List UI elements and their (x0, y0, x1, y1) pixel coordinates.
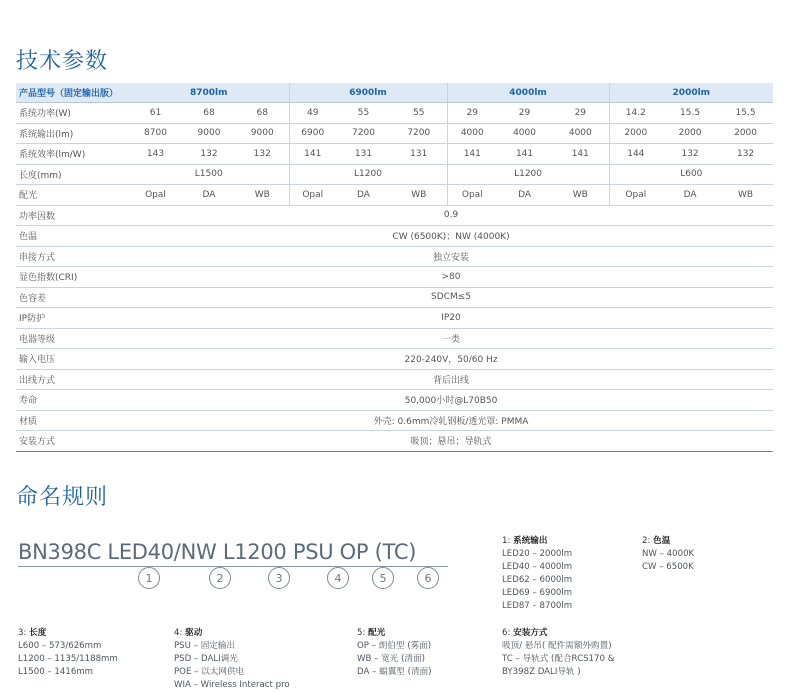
segment-number-1: 1 (138, 567, 160, 589)
table-header-row (16, 83, 773, 103)
table-cell: 132 (236, 144, 289, 165)
table-row (16, 308, 773, 329)
legend-item: POE – 以太网供电 (174, 667, 245, 677)
spec-table (16, 83, 773, 452)
table-cell: WB (236, 185, 289, 206)
table-cell: DA (182, 185, 236, 206)
legend-item: LED69 – 6900lm (502, 588, 573, 598)
spec-title: 技术参数 (16, 49, 109, 74)
table-cell: 2000 (662, 123, 718, 144)
table-cell: 68 (182, 103, 236, 124)
row-label: 系统输出(lm) (16, 123, 129, 144)
table-cell: DA (497, 185, 552, 206)
table-cell: Opal (447, 185, 497, 206)
legend-item: BY398Z DALI导轨 ) (502, 667, 581, 677)
row-label: 长度(mm) (16, 164, 129, 185)
segment-number-4: 4 (327, 567, 349, 589)
table-cell: 132 (182, 144, 236, 165)
table-cell: 143 (129, 144, 182, 165)
table-row (16, 287, 773, 308)
table-row (16, 267, 773, 288)
legend-item: LED40 – 4000lm (502, 562, 573, 572)
row-value: IP20 (129, 308, 773, 329)
table-row (16, 349, 773, 370)
legend-item: L600 – 573/626mm (18, 641, 102, 651)
legend-item: PSU – 固定输出 (174, 641, 236, 651)
table-cell: 55 (336, 103, 391, 124)
table-cell: 29 (447, 103, 497, 124)
legend-item: NW – 4000K (642, 549, 695, 559)
header-group: 4000lm (447, 83, 609, 103)
table-cell: 2000 (718, 123, 773, 144)
table-cell: 141 (552, 144, 609, 165)
table-cell: 131 (336, 144, 391, 165)
row-value: SDCM≤5 (129, 287, 773, 308)
table-row (16, 328, 773, 349)
segment-number-2: 2 (209, 567, 231, 589)
table-row (16, 205, 773, 226)
row-label: 输入电压 (16, 349, 129, 370)
row-value: 独立安装 (129, 246, 773, 267)
row-label: 显色指数(CRI) (16, 267, 129, 288)
legend-item: 吸顶/ 悬吊( 配件需额外购置) (502, 641, 612, 651)
legend-item: DA – 蝠翼型 (清面) (357, 667, 432, 677)
row-label: 材质 (16, 410, 129, 431)
legend-title (174, 627, 290, 640)
legend-item: L1500 – 1416mm (18, 667, 94, 677)
table-cell: 4000 (497, 123, 552, 144)
table-cell: 132 (718, 144, 773, 165)
legend-driver (174, 627, 290, 692)
legend-title (642, 535, 694, 548)
table-cell: 29 (552, 103, 609, 124)
legend-item: WIA – Wireless Interact pro (174, 680, 290, 690)
legend-optics (357, 627, 432, 679)
table-row (16, 410, 773, 431)
table-cell: 141 (289, 144, 336, 165)
row-label: 色温 (16, 226, 129, 247)
table-row (16, 226, 773, 247)
header-label: 产品型号（固定输出版） (16, 83, 129, 103)
row-value: 50,000小时@L70B50 (129, 390, 773, 411)
table-cell: L600 (609, 164, 773, 185)
table-row (16, 103, 773, 124)
table-cell: Opal (609, 185, 662, 206)
table-cell: DA (336, 185, 391, 206)
legend-mounting (502, 627, 614, 679)
table-cell: 2000 (609, 123, 662, 144)
row-label: 安装方式 (16, 431, 129, 452)
table-cell: 9000 (182, 123, 236, 144)
legend-number: 3: (18, 628, 27, 638)
table-cell: 49 (289, 103, 336, 124)
legend-output (502, 535, 572, 613)
table-cell: 141 (447, 144, 497, 165)
table-cell: 61 (129, 103, 182, 124)
header-group: 8700lm (129, 83, 289, 103)
segment-number-5: 5 (372, 567, 394, 589)
legend-item: OP – 朗伯型 (雾面) (357, 641, 432, 651)
table-cell: 6900 (289, 123, 336, 144)
legend-number: 5: (357, 628, 366, 638)
table-cell: 14.2 (609, 103, 662, 124)
legend-item: LED62 – 6000lm (502, 575, 573, 585)
model-code: BN398C LED40/NW L1200 PSU OP (TC) (18, 540, 417, 564)
table-row (16, 369, 773, 390)
legend-item: CW – 6500K (642, 562, 694, 572)
row-label: 色容差 (16, 287, 129, 308)
row-label: 串接方式 (16, 246, 129, 267)
header-group: 6900lm (289, 83, 447, 103)
row-label: 寿命 (16, 390, 129, 411)
row-label: 配光 (16, 185, 129, 206)
table-cell: 7200 (336, 123, 391, 144)
legend-title (357, 627, 432, 640)
table-row (16, 185, 773, 206)
legend-item: LED87 – 8700lm (502, 601, 573, 611)
table-cell: 29 (497, 103, 552, 124)
legend-heading: 安装方式 (513, 628, 548, 638)
table-row (16, 123, 773, 144)
legend-length (18, 627, 118, 679)
table-cell: 9000 (236, 123, 289, 144)
row-label: 出线方式 (16, 369, 129, 390)
table-cell: WB (552, 185, 609, 206)
row-value: CW (6500K)；NW (4000K) (129, 226, 773, 247)
legend-heading: 长度 (29, 628, 47, 638)
table-row (16, 144, 773, 165)
legend-item: TC – 导轨式 (配合RCS170 & (502, 654, 615, 664)
segment-number-6: 6 (417, 567, 439, 589)
legend-cct (642, 535, 694, 574)
table-cell: 132 (662, 144, 718, 165)
legend-title (18, 627, 118, 640)
legend-item: LED20 – 2000lm (502, 549, 573, 559)
row-label: IP防护 (16, 308, 129, 329)
legend-item: PSD – DALI调光 (174, 654, 238, 664)
table-cell: WB (718, 185, 773, 206)
segment-number-3: 3 (268, 567, 290, 589)
naming-title: 命名规则 (16, 485, 109, 510)
row-value: 一类 (129, 328, 773, 349)
legend-heading: 驱动 (185, 628, 203, 638)
table-cell: 4000 (552, 123, 609, 144)
table-cell: Opal (129, 185, 182, 206)
row-value: >80 (129, 267, 773, 288)
row-value: 外壳: 0.6mm冷轧钢板/透光罩: PMMA (129, 410, 773, 431)
legend-number: 4: (174, 628, 183, 638)
table-cell: 8700 (129, 123, 182, 144)
table-row (16, 164, 773, 185)
table-row (16, 246, 773, 267)
row-label: 功率因数 (16, 205, 129, 226)
legend-heading: 系统输出 (513, 536, 548, 546)
row-label: 电器等级 (16, 328, 129, 349)
legend-title (502, 535, 572, 548)
table-cell: 15.5 (718, 103, 773, 124)
table-cell: 144 (609, 144, 662, 165)
table-cell: 141 (497, 144, 552, 165)
legend-heading: 配光 (368, 628, 386, 638)
table-cell: Opal (289, 185, 336, 206)
legend-heading: 色温 (653, 536, 671, 546)
table-cell: DA (662, 185, 718, 206)
table-cell: 7200 (391, 123, 447, 144)
row-label: 系统功率(W) (16, 103, 129, 124)
legend-item: L1200 – 1135/1188mm (18, 654, 118, 664)
legend-number: 6: (502, 628, 511, 638)
table-cell: 4000 (447, 123, 497, 144)
legend-title (502, 627, 614, 640)
legend-number: 2: (642, 536, 651, 546)
row-value: 0.9 (129, 205, 773, 226)
table-cell: WB (391, 185, 447, 206)
header-group: 2000lm (609, 83, 773, 103)
table-cell: 15.5 (662, 103, 718, 124)
table-row (16, 431, 773, 452)
row-value: 吸顶；悬吊；导轨式 (129, 431, 773, 452)
table-cell: L1500 (129, 164, 289, 185)
row-value: 背后出线 (129, 369, 773, 390)
table-cell: L1200 (447, 164, 609, 185)
legend-number: 1: (502, 536, 511, 546)
row-value: 220-240V，50/60 Hz (129, 349, 773, 370)
row-label: 系统效率(lm/W) (16, 144, 129, 165)
table-row (16, 390, 773, 411)
table-cell: 131 (391, 144, 447, 165)
table-cell: 68 (236, 103, 289, 124)
legend-item: WB – 宽光 (清面) (357, 654, 425, 664)
table-cell: L1200 (289, 164, 447, 185)
table-cell: 55 (391, 103, 447, 124)
